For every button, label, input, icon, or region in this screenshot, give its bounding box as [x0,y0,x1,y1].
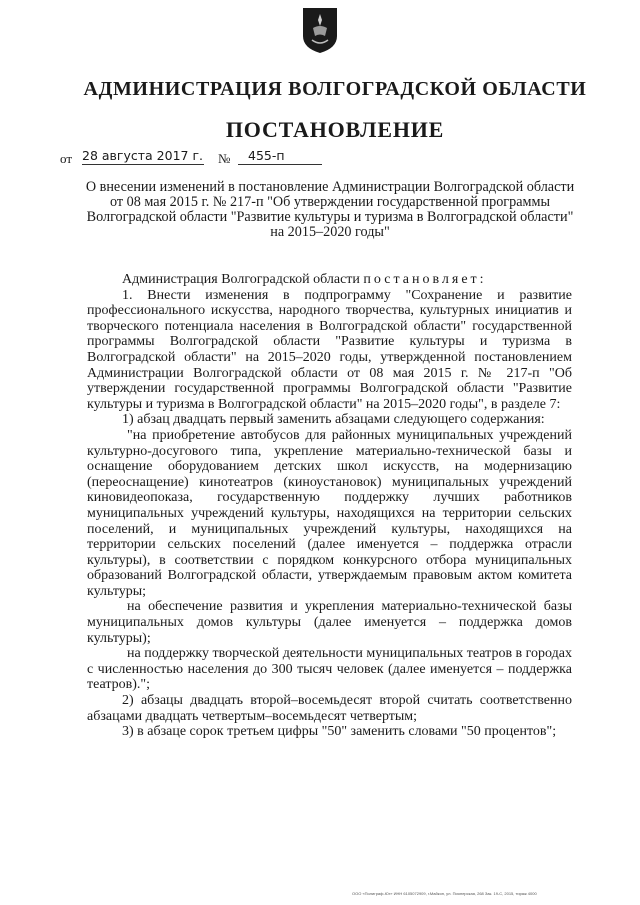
quoted-paragraph-1: "на приобретение автобусов для районных муниципальных учреждений культурно-досугового типа, укрепление материально-технической базы и оснащение оборудованием детских школ искусств, на модернизацию (переоснащение) кинотеатров (киноустановок) муниципальных учреждений киновидеопоказа, государственную поддержку лучших работников муниципальных учреждений культуры, находящихся на территории сельских поселений, и муниципальных учреждений культуры, находящихся на территории сельских поселений (далее именуется – поддержка отрасли культуры), в соответствии с порядком конкурсного отбора муниципальных образований Волгоградской области, утверждаемым правовым актом комитета культуры; [87,427,572,599]
organization-name: АДМИНИСТРАЦИЯ ВОЛГОГРАДСКОЙ ОБЛАСТИ [83,78,587,100]
paragraph-4: 3) в абзаце сорок третьем цифры "50" заменить словами "50 процентов"; [122,724,557,740]
paragraph-3: 2) абзацы двадцать второй–восемьдесят второй считать соответственно абзацами двадцать четвертым–восемьдесят четвертым; [87,693,572,724]
intro-verb: постановляет: [363,272,487,287]
date-prefix: от [60,151,73,166]
quoted-paragraph-3: на поддержку творческой деятельности муниципальных театров в городах с численностью населения до 300 тысяч человек (далее именуется – поддержка театров)."; [87,646,572,693]
paragraph-1: 1. Внести изменения в подпрограмму "Сохранение и развитие профессионального искусства, народного творчества, культурных инициатив и творческого потенциала населения в Волгоградской области" государственной программы Волгоградской области "Развитие культуры и туризма в Волгоградской области" на 2015–2020 годы, утвержденной постановлением Администрации Волгоградской области от 08 мая 2015 г. № 217-п "Об утверждении государственной программы Волгоградской области "Развитие культуры и туризма в Волгоградской области" на 2015–2020 годы", в разделе 7: [87,287,572,412]
coat-of-arms-icon [301,6,339,54]
paragraph-2: 1) абзац двадцать первый заменить абзацами следующего содержания: [122,412,545,428]
quoted-paragraph-2: на обеспечение развития и укрепления материально-технической базы муниципальных домов культуры (далее именуется – поддержка домов культуры); [87,599,572,646]
document-body [87,272,572,740]
number-prefix: № [218,151,231,166]
date-number-line [60,148,360,168]
intro-subject: Администрация Волгоградской области [122,272,360,287]
document-date: 28 августа 2017 г. [82,148,203,163]
intro-paragraph [87,272,572,288]
document-number: 455-п [238,148,322,165]
printer-footer: ООО «Полиграф-Юг» ИНН 6105072909, г.Майкоп, ул. Пионерская, 268 Зак. 19-С, 2015, тираж 4000 [352,891,537,896]
document-subject: О внесении изменений в постановление Администрации Волгоградской области от 08 мая 2015 г. № 217-п "Об утверждении государственной программы Волгоградской области "Развитие культуры и туризма в Волгоградской области" на 2015–2020 годы" [85,179,575,240]
document-type: ПОСТАНОВЛЕНИЕ [225,117,445,142]
